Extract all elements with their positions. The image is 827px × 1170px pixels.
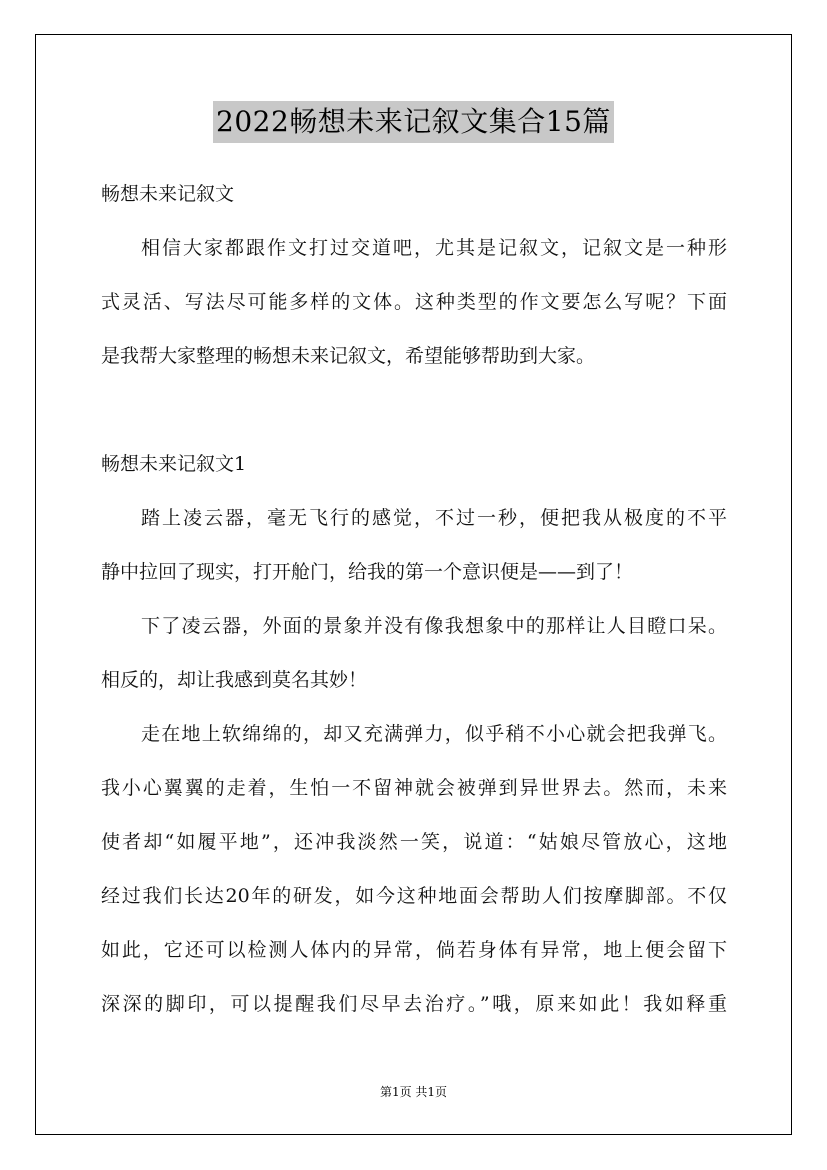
- page-footer: 第1页 共1页: [379, 1085, 448, 1099]
- paragraph-line: 是我帮大家整理的畅想未来记叙文，希望能够帮助到大家。: [101, 345, 596, 367]
- document-title: 2022畅想未来记叙文集合15篇: [213, 101, 614, 143]
- paragraph-line: 深深的脚印，可以提醒我们尽早去治疗。”哦，原来如此！我如释重: [101, 993, 727, 1015]
- paragraph-line: 经过我们长达20年的研发，如今这种地面会帮助人们按摩脚部。不仅: [101, 885, 727, 907]
- section-gap: [101, 388, 727, 442]
- paragraph-line: 走在地上软绵绵的，却又充满弹力，似乎稍不小心就会把我弹飞。: [141, 723, 727, 745]
- title-container: [0, 101, 827, 143]
- paragraph-line: 下了凌云器，外面的景象并没有像我想象中的那样让人目瞪口呆。: [141, 615, 727, 637]
- paragraph-line: 我小心翼翼的走着，生怕一不留神就会被弹到异世界去。然而，未来: [101, 777, 727, 799]
- paragraph-line: 使者却“如履平地”，还冲我淡然一笑，说道：“姑娘尽管放心，这地: [101, 831, 727, 853]
- paragraph-line: 静中拉回了现实，打开舱门，给我的第一个意识便是——到了！: [101, 561, 634, 583]
- paragraph-line: 如此，它还可以检测人体内的异常，倘若身体有异常，地上便会留下: [101, 939, 727, 961]
- intro-heading: 畅想未来记叙文: [101, 183, 235, 205]
- paragraph-line: 踏上凌云器，毫无飞行的感觉，不过一秒，便把我从极度的不平: [141, 507, 727, 529]
- essay1-heading: 畅想未来记叙文1: [101, 453, 247, 475]
- paragraph-line: 相信大家都跟作文打过交道吧，尤其是记叙文，记叙文是一种形: [141, 237, 727, 259]
- paragraph-line: 式灵活、写法尽可能多样的文体。这种类型的作文要怎么写呢？下面: [101, 291, 727, 313]
- document-body: [101, 172, 727, 1036]
- paragraph-line: 相反的，却让我感到莫名其妙！: [101, 669, 368, 691]
